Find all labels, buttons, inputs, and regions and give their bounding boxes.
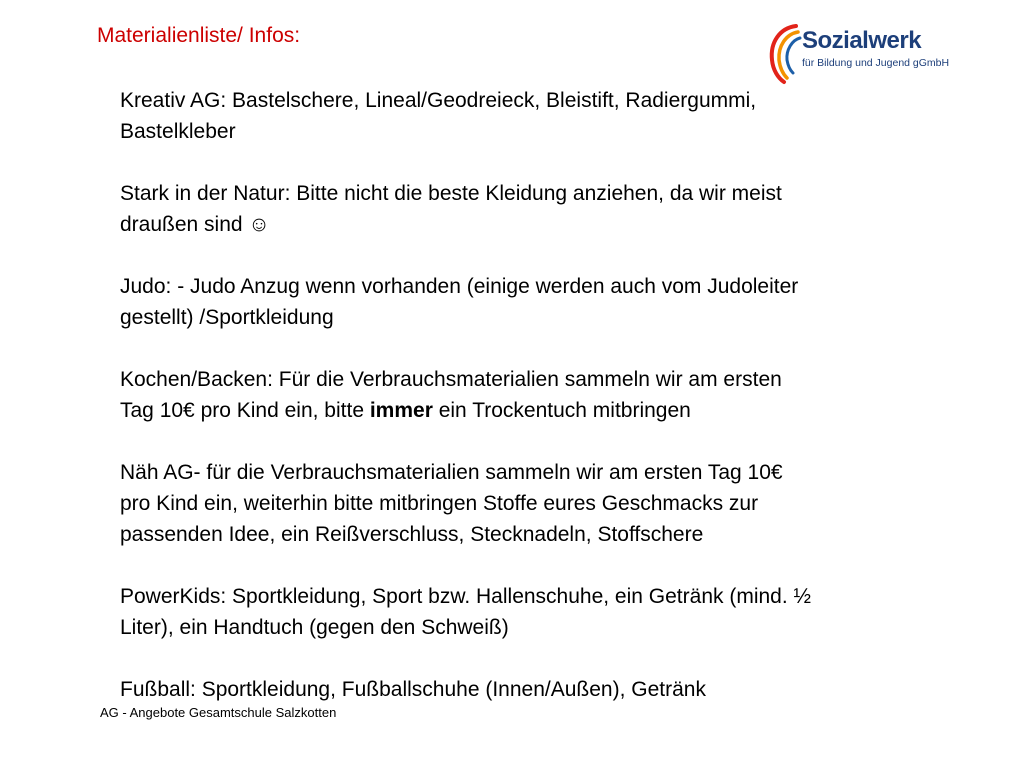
- text-line: [120, 395, 970, 426]
- text-line: Kreativ AG: Bastelschere, Lineal/Geodreieck, Bleistift, Radiergummi,: [120, 89, 757, 112]
- text-line: draußen sind ☺: [120, 213, 270, 236]
- emphasis-text: immer: [369, 399, 433, 422]
- text-line: Näh AG- für die Verbrauchsmaterialien sammeln wir am ersten Tag 10€: [120, 461, 783, 484]
- logo-name: Sozialwerk: [802, 27, 922, 54]
- text-line: Kochen/Backen: Für die Verbrauchsmaterialien sammeln wir am ersten: [120, 368, 782, 391]
- paragraph-judo: [120, 271, 970, 333]
- text-line: Stark in der Natur: Bitte nicht die beste Kleidung anziehen, da wir meist: [120, 182, 782, 205]
- text-line: Fußball: Sportkleidung, Fußballschuhe (Innen/Außen), Getränk: [120, 678, 706, 701]
- text-line: pro Kind ein, weiterhin bitte mitbringen Stoffe eures Geschmacks zur: [120, 492, 759, 515]
- text-line: passenden Idee, ein Reißverschluss, Stecknadeln, Stoffschere: [120, 523, 704, 546]
- text-segment: ein Trockentuch mitbringen: [432, 399, 691, 422]
- text-line: Judo: - Judo Anzug wenn vorhanden (einige werden auch vom Judoleiter: [120, 275, 799, 298]
- slide-title: Materialienliste/ Infos:: [97, 24, 301, 47]
- text-line: gestellt) /Sportkleidung: [120, 306, 334, 329]
- sozialwerk-logo: [766, 20, 970, 86]
- swirl-logo-icon: [766, 20, 806, 86]
- text-line: Liter), ein Handtuch (gegen den Schweiß): [120, 616, 509, 639]
- text-segment: Tag 10€ pro Kind ein, bitte: [120, 399, 370, 422]
- paragraph-kochen-backen: [120, 364, 970, 426]
- paragraph-kreativ-ag: [120, 85, 970, 147]
- paragraph-fussball: [120, 674, 970, 705]
- logo-subtitle: für Bildung und Jugend gGmbH: [802, 57, 950, 69]
- text-line: PowerKids: Sportkleidung, Sport bzw. Hallenschuhe, ein Getränk (mind. ½: [120, 585, 812, 608]
- paragraph-stark-in-der-natur: [120, 178, 970, 240]
- slide-footer: AG - Angebote Gesamtschule Salzkotten: [100, 705, 337, 720]
- paragraph-powerkids: [120, 581, 970, 643]
- material-list: [120, 85, 970, 705]
- text-line: Bastelkleber: [120, 120, 236, 143]
- paragraph-naeh-ag: [120, 457, 970, 550]
